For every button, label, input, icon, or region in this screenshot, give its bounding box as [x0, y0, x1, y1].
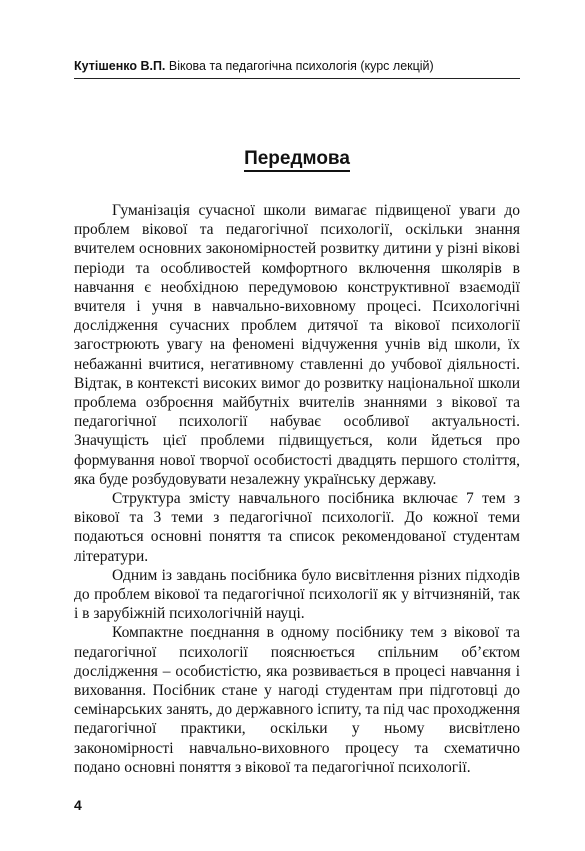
page-number: 4: [74, 797, 82, 813]
paragraph-1: Гуманізація сучасної школи вимагає підвищеної уваги до проблем вікової та педагогічної психології, оскільки знання вчителем основних закономірностей розвитку дитини у різні вікові періоди та особливостей комфортного включення школярів в навчання є необхідною передумовою конструктивної взаємодії вчителя і учня в навчально-виховному процесі. Психологічні дослідження сучасних проблем дитячої та вікової психології загострюють увагу на феномені відчуження учнів від школи, їх небажанні вчитися, негативному ставленні до учбової діяльності. Відтак, в контексті високих вимог до розвитку національної школи проблема озброєння майбутніх вчителів знаннями з вікової та педагогічної психології набуває особливої актуальності. Значущість цієї проблеми підвищується, коли йдеться про формування нової творчої особистості двадцять першого століття, яка буде розбудовувати незалежну українську державу.: [74, 202, 520, 488]
header-rule: [74, 78, 520, 79]
section-title-text: Передмова: [244, 148, 350, 172]
paragraph-2: Структура змісту навчального посібника включає 7 тем з вікової та 3 теми з педагогічної психології. До кожної теми подаються основні поняття та список рекомендованої студентам літератури.: [74, 490, 520, 565]
paragraph-3: Одним із завдань посібника було висвітлення різних підходів до проблем вікової та педагогічної психології як у вітчизняній, так і в зарубіжній психологічній науці.: [74, 566, 520, 623]
running-header: [74, 58, 520, 74]
section-title: [74, 148, 520, 170]
header-author: Кутішенко В.П.: [74, 59, 166, 73]
body-text: [74, 201, 520, 777]
header-book-title: Вікова та педагогічна психологія (курс лекцій): [165, 59, 434, 73]
paragraph-4: Компактне поєднання в одному посібнику тем з вікової та педагогічної психології пояснюється спільним об’єктом дослідження – особистістю, яка розвивається в процесі навчання і виховання. Посібник стане у нагоді студентам при підготовці до семінарських занять, до державного іспиту, та під час проходження педагогічної практики, оскільки у ньому висвітлено закономірності навчально-виховного процесу та схематично подано основні поняття з вікової та педагогічної психології.: [74, 624, 520, 776]
